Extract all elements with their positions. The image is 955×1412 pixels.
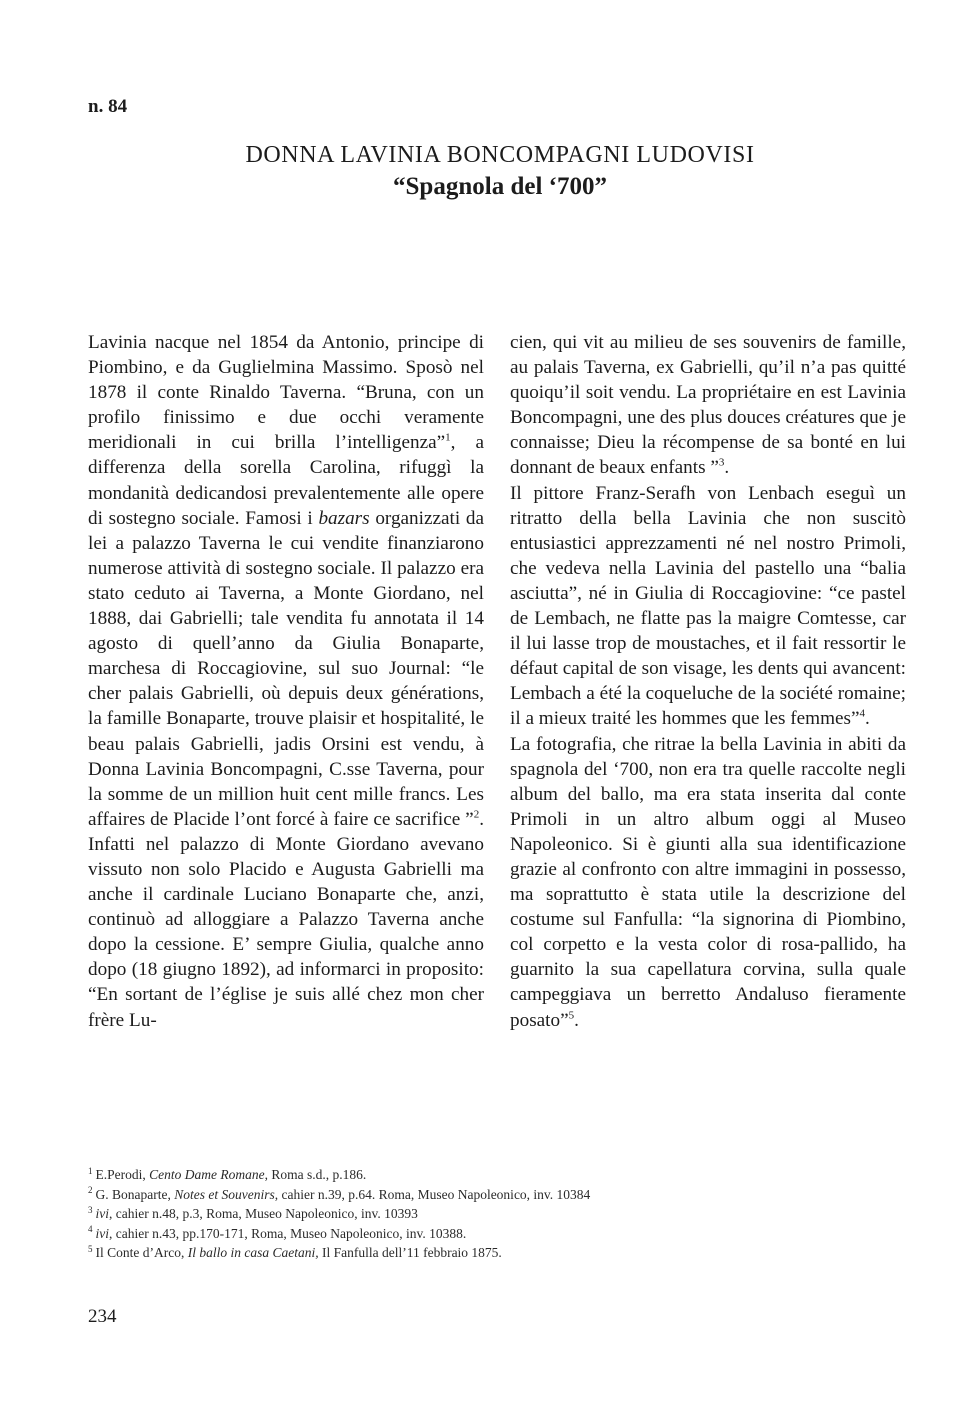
- text-segment: . Infatti nel palazzo di Monte Giordano avevano vissuto non solo Placido e Augusta Gabrielli ma anche il cardinale Luciano Bonaparte che, anzi, continuò ad alloggiare a Palazzo Taverna anche dopo la cessione. E’ sempre Giulia, qualche anno dopo (18 giugno 1892), ad informarci in proposito: “En sortant de l’église je suis allé chez mon cher frère Lu-: [88, 808, 484, 1031]
- footnote-item: [88, 1204, 848, 1224]
- footnote-text: , cahier n.43, pp.170-171, Roma, Museo Napoleonico, inv. 10388.: [109, 1225, 467, 1241]
- page-number: 234: [88, 1306, 117, 1327]
- page-subtitle: “Spagnola del ‘700”: [393, 173, 607, 200]
- footnote-text: G. Bonaparte,: [95, 1186, 175, 1202]
- footnote-item: [88, 1165, 848, 1185]
- left-column: [88, 330, 484, 1033]
- footnote-ref-1: 1: [445, 431, 451, 444]
- footnote-ref-3: 3: [718, 457, 725, 470]
- footnote-item: [88, 1185, 848, 1205]
- footnote-title: ivi: [95, 1206, 109, 1222]
- footnote-text: , Roma s.d., p.186.: [264, 1167, 367, 1182]
- footnote-text: , cahier n.48, p.3, Roma, Museo Napoleonico, inv. 10393: [109, 1206, 418, 1222]
- left-paragraph: [88, 330, 484, 1033]
- text-segment: .: [865, 708, 870, 730]
- text-segment: .: [724, 457, 730, 479]
- footnote-ref-5: 5: [568, 1009, 575, 1022]
- text-segment: La fotografia, che ritrae la bella Lavinia in abiti da spagnola del ‘700, non era tra quelle raccolte negli album del ballo, ma era stata inserita dal conte Primoli in un altro album oggi al Museo Napoleonico. Si è giunti alla sua identificazione grazie al confronto con altre immagini in possesso, ma soprattutto è stata utile la descrizione del costume sul Fanfulla: “la signorina di Piombino, col corpetto e la vesta color di rosa-pallido, ha guarnito la sua capellatura corvina, sulla quale campeggiava un berretto Andaluso fieramente posato”: [510, 733, 906, 1031]
- footnote-text: Il Conte d’Arco,: [95, 1245, 188, 1261]
- footnote-ref-4: 4: [859, 708, 866, 721]
- catalog-number: n. 84: [88, 96, 128, 117]
- right-paragraph-2: [510, 481, 906, 732]
- footnote-number: 3: [88, 1204, 93, 1215]
- right-paragraph-3: [510, 732, 906, 1033]
- footnote-text: , cahier n.39, p.64. Roma, Museo Napoleonico, inv. 10384: [274, 1186, 591, 1202]
- footnote-item: [88, 1243, 848, 1263]
- right-paragraph-1: [510, 330, 906, 481]
- footnote-number: 2: [88, 1185, 93, 1196]
- footnote-title: Il ballo in casa Caetani,: [187, 1245, 319, 1261]
- text-segment: cien, qui vit au milieu de ses souvenirs de famille, au palais Taverna, ex Gabrielli, qu’il n’a pas quitté quoiqu’il soit vendu. La propriétaire en est Lavinia Boncompagni, une des plus douces créatures que je connaisse; Dieu la récompense de sa bonté en lui donnant de beaux enfants ”: [510, 332, 906, 479]
- text-segment: organizzati da lei a palazzo Taverna le cui vendite finanziarono numerose attività di sostegno sociale. Il palazzo era stato ceduto ai Taverna, a Monte Giordano, nel 1888, dai Gabrielli; tale vendita fu annotata il 14 agosto di quell’anno da Giulia Bonaparte, marchesa di Roccagiovine, sul suo Journal: “le cher palais Gabrielli, où depuis deux générations, la famille Bonaparte, trouve plaisir et hospitalité, le beau palais Gabrielli, jadis Orsini est vendu, à Donna Lavinia Boncompagni, C.sse Taverna, pour la somme de un million huit cent mille francs. Les affaires de Placide l’ont forcé à faire ce sacrifice ”: [88, 507, 484, 830]
- footnote-ref-2: 2: [473, 808, 480, 821]
- text-segment: , a differenza della sorella Carolina, rifuggì la mondanità dedicandosi prevalentemente alle opere di sostegno sociale. Famosi i: [88, 432, 484, 529]
- footnote-number: 5: [88, 1243, 93, 1254]
- footnote-title: Notes et Souvenirs: [174, 1186, 275, 1202]
- text-segment: .: [574, 1009, 579, 1031]
- footnote-title: Cento Dame Romane: [149, 1167, 265, 1182]
- text-segment: Lavinia nacque nel 1854 da Antonio, principe di Piombino, e da Guglielmina Massimo. Sposò nel 1878 il conte Rinaldo Taverna. “Bruna, con un profilo finissimo e due occhi veramente meridionali in cui brilla l’intelligenza”: [88, 332, 484, 454]
- footnotes: [88, 1165, 848, 1263]
- footnote-item: [88, 1224, 848, 1244]
- text-segment: Il pittore Franz-Serafh von Lenbach eseguì un ritratto della bella Lavinia che non suscitò entusiastici apprezzamenti né nel nostro Primoli, che vedeva nella Lavinia del pastello una “balia asciutta”, né in Giulia di Roccagiovine: “ce pastel de Lembach, ne flatte pas la maigre Comtesse, car il lui lasse trop de moustaches, et il fait ressortir le défaut capital de son visage, les dents qui avancent: Lembach a été la coqueluche de la société romaine; il a mieux traité les hommes que les femmes”: [510, 482, 906, 730]
- footnote-number: 1: [88, 1165, 93, 1176]
- page-title: DONNA LAVINIA BONCOMPAGNI LUDOVISI: [245, 142, 755, 168]
- footnote-text: E.Perodi,: [95, 1167, 150, 1182]
- footnote-text: Il Fanfulla dell’11 febbraio 1875.: [318, 1245, 502, 1261]
- right-column: [510, 330, 906, 1033]
- footnote-number: 4: [88, 1224, 93, 1235]
- italic-term-bazars: bazars: [318, 507, 370, 529]
- footnote-title: ivi: [95, 1225, 109, 1241]
